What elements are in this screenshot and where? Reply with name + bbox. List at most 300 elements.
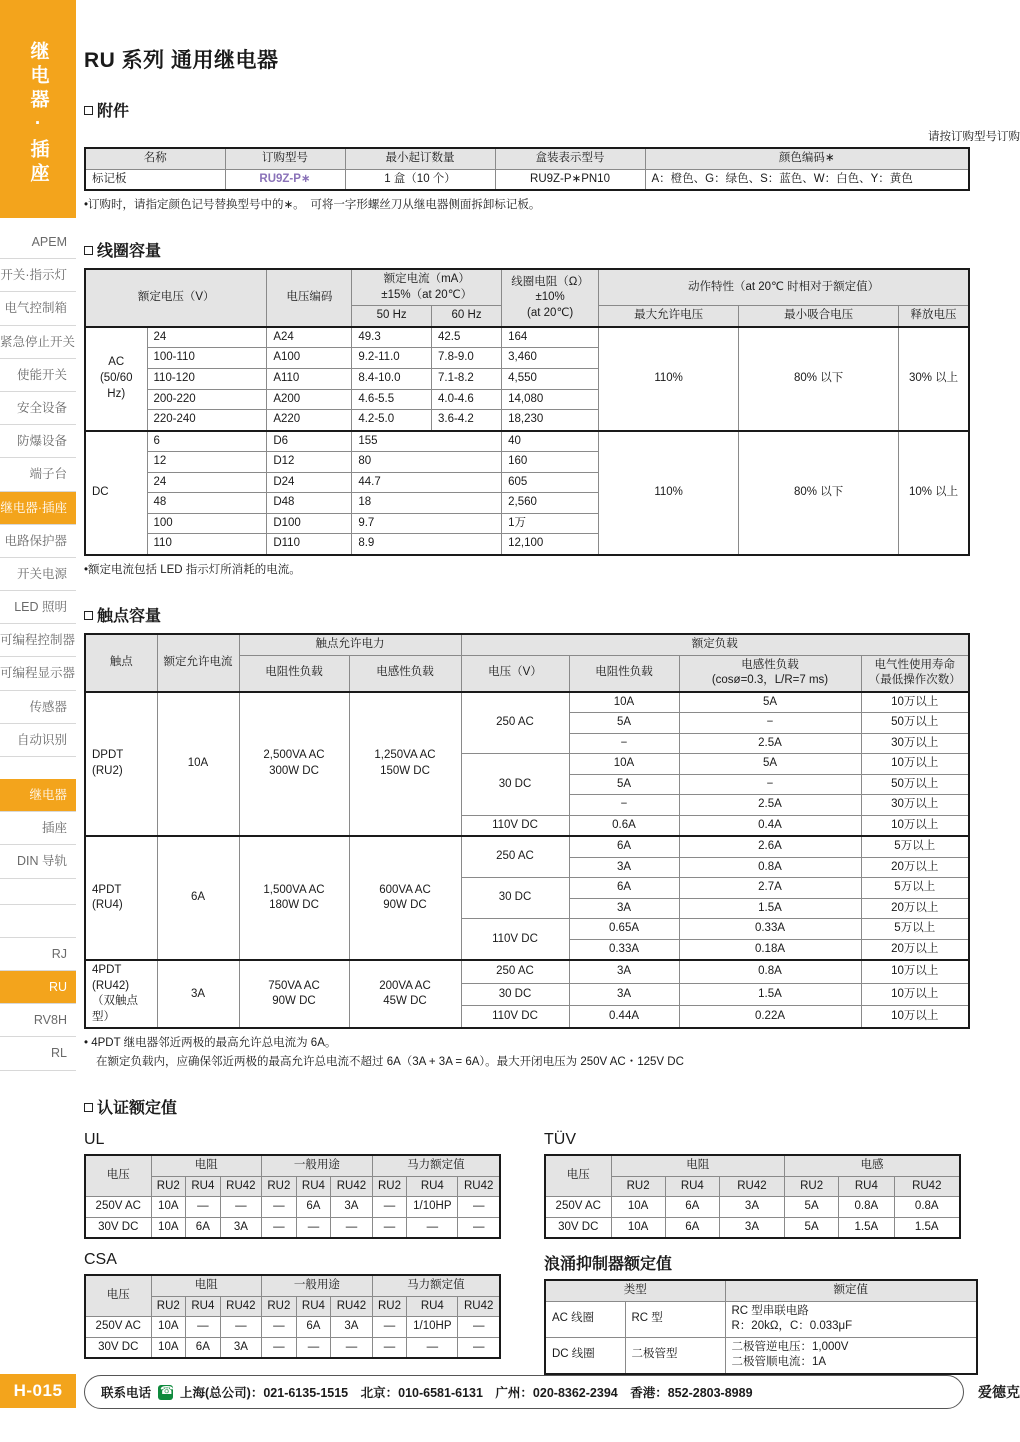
- cell-value: —: [458, 1337, 500, 1358]
- col-rated-current-l2: ±15%（at 20℃）: [381, 288, 473, 301]
- col-ru4-4: RU4: [296, 1176, 331, 1197]
- col-min-qty: 最小起订数量: [345, 148, 495, 169]
- section-heading-accessories-label: 附件: [97, 103, 130, 120]
- cell-resistive-power: [239, 692, 349, 837]
- cell-electrical-life: 50万以上: [861, 713, 969, 734]
- cell-coil: DC 线圈: [545, 1337, 625, 1374]
- col-release-voltage: 释放电压: [899, 306, 969, 327]
- sidebar-item-5[interactable]: 安全设备: [0, 392, 76, 425]
- cell-type: 二极管型: [625, 1337, 725, 1374]
- cell-inductive-power: [349, 836, 461, 960]
- cell-value: 1/10HP: [407, 1317, 458, 1338]
- table-header-row: [85, 1275, 500, 1296]
- cell-value: 0.8A: [839, 1197, 894, 1218]
- cell-load-inductive: 0.4A: [679, 815, 861, 836]
- cell-value: —: [458, 1197, 500, 1218]
- cell-min-qty: 1 盒（10 个）: [345, 169, 495, 190]
- cell-value: 6A: [186, 1337, 221, 1358]
- cell-current: 44.7: [352, 472, 502, 493]
- cell-voltage: 220-240: [147, 410, 267, 431]
- cell-value: —: [331, 1217, 372, 1238]
- cert-title-tuv: TÜV: [544, 1131, 576, 1149]
- cell-value: —: [262, 1317, 297, 1338]
- cell-electrical-life: 30万以上: [861, 733, 969, 754]
- sidebar-subitem-0[interactable]: 继电器: [0, 779, 76, 812]
- cell-electrical-life: 5万以上: [861, 836, 969, 857]
- cell-load-resistive: 0.33A: [569, 939, 679, 960]
- col-general: 一般用途: [262, 1155, 373, 1176]
- tuv-table: [544, 1154, 961, 1239]
- ind-power-l1: 1,250VA AC: [374, 749, 436, 762]
- cell-electrical-life: 10万以上: [861, 1005, 969, 1028]
- cell-resistance: 14,080: [502, 389, 599, 410]
- cell-load-inductive: 5A: [679, 754, 861, 775]
- col-motor: 马力额定值: [372, 1155, 500, 1176]
- cell-electrical-life: 10万以上: [861, 983, 969, 1005]
- section-heading-coil: [84, 238, 1020, 261]
- sidebar-nav-list: [0, 226, 76, 757]
- cell-voltage: 110V DC: [461, 815, 569, 836]
- cell-load-resistive: −: [569, 733, 679, 754]
- section-heading-contact-label: 触点容量: [97, 608, 162, 626]
- brand-name: 爱德克: [978, 1384, 1020, 1400]
- cert-title-ul: UL: [84, 1131, 105, 1149]
- cert-title-surge: 浪涌抑制器额定值: [544, 1256, 673, 1274]
- sidebar-item-9[interactable]: 电路保护器: [0, 525, 76, 558]
- cell-load-inductive: 5A: [679, 692, 861, 713]
- col-inductive: 电感: [784, 1155, 960, 1176]
- cell-60hz: 4.0-4.6: [432, 389, 502, 410]
- surge-row: [545, 1301, 977, 1337]
- cell-value: 1.5A: [839, 1217, 894, 1238]
- table-row: [85, 169, 969, 190]
- cell-load-resistive: 3A: [569, 960, 679, 983]
- cell-load-resistive: 0.65A: [569, 919, 679, 940]
- cell-value: 6A: [296, 1197, 331, 1218]
- col-ru2-3: RU2: [784, 1176, 838, 1197]
- contact-label: 联系电话: [101, 1386, 152, 1400]
- cell-resistance: 2,560: [502, 493, 599, 514]
- surge-table: [544, 1279, 978, 1375]
- col-load-inductive-l2: (cosø=0.3，L/R=7 ms): [711, 674, 829, 687]
- col-ru4-4: RU4: [296, 1296, 331, 1317]
- sidebar-subitem-2[interactable]: DIN 导轨: [0, 845, 76, 878]
- cell-voltage: 100: [147, 513, 267, 534]
- type-l1: 4PDT: [92, 883, 122, 896]
- cell-voltage: 30 DC: [461, 754, 569, 816]
- col-pickup-voltage: 最小吸合电压: [739, 306, 899, 327]
- table-header-row: [85, 148, 969, 169]
- cell-value: 5A: [784, 1217, 838, 1238]
- col-voltage: 电压: [545, 1155, 611, 1197]
- sidebar-series-item-2[interactable]: RV8H: [0, 1004, 76, 1037]
- csa-rows: [85, 1317, 500, 1359]
- surge-rows: [545, 1301, 977, 1374]
- col-ru4-1: RU4: [186, 1296, 221, 1317]
- table-row: [545, 1217, 960, 1238]
- contact-capacity-table: [84, 633, 970, 1029]
- cell-box-model: RU9Z-P∗PN10: [495, 169, 645, 190]
- col-ru2-0: RU2: [151, 1176, 186, 1197]
- cell-voltage: 110-120: [147, 369, 267, 390]
- cell-dc-release-voltage: 10% 以上: [899, 431, 969, 555]
- col-ru42-5: RU42: [894, 1176, 960, 1197]
- col-life-l1: 电气性使用寿命: [874, 658, 955, 671]
- section-heading-cert-label: 认证额定值: [97, 1100, 178, 1118]
- cell-resistance: 1万: [502, 513, 599, 534]
- contact-row: [85, 836, 969, 857]
- sidebar-item-14[interactable]: 传感器: [0, 691, 76, 724]
- cell-voltage: 250 AC: [461, 960, 569, 983]
- sidebar-item-7[interactable]: 端子台: [0, 458, 76, 491]
- col-ru2-0: RU2: [151, 1296, 186, 1317]
- section-heading-cert: [84, 1095, 1020, 1118]
- cell-value: —: [372, 1197, 407, 1218]
- cell-code: D24: [267, 472, 352, 493]
- cell-rated-current: 10A: [157, 692, 239, 837]
- res-power-l2: 300W DC: [269, 764, 319, 777]
- cell-value: —: [407, 1217, 458, 1238]
- cell-load-resistive: 0.44A: [569, 1005, 679, 1028]
- col-resistive-power: 电阻性负载: [239, 655, 349, 692]
- cell-load-resistive: 10A: [569, 692, 679, 713]
- col-max-voltage: 最大允许电压: [599, 306, 739, 327]
- table-row: [85, 1217, 500, 1238]
- cell-code: D48: [267, 493, 352, 514]
- cell-voltage: 30 DC: [461, 878, 569, 919]
- cell-load-inductive: 0.33A: [679, 919, 861, 940]
- cell-load-inductive: 2.6A: [679, 836, 861, 857]
- col-motor: 马力额定值: [372, 1275, 500, 1296]
- square-bullet-icon: [84, 611, 93, 620]
- cell-value: —: [262, 1217, 297, 1238]
- cell-resistance: 12,100: [502, 534, 599, 555]
- cell-resistance: 3,460: [502, 348, 599, 369]
- col-ru2-0: RU2: [611, 1176, 665, 1197]
- accessories-table: [84, 147, 970, 191]
- rating-l2: R：20kΩ，C：0.033μF: [731, 1320, 853, 1333]
- cell-voltage: 12: [147, 452, 267, 473]
- sidebar-sub-list: [0, 779, 76, 879]
- cell-value: —: [296, 1337, 331, 1358]
- col-allow-power: 触点允许电力: [239, 634, 461, 655]
- col-resistive: 电阻: [611, 1155, 784, 1176]
- col-ru42-2: RU42: [719, 1176, 784, 1197]
- cell-value: 3A: [220, 1337, 261, 1358]
- ac-label-l2: (50/60 Hz): [99, 372, 133, 400]
- col-load-inductive: [679, 655, 861, 692]
- cell-electrical-life: 50万以上: [861, 774, 969, 795]
- sidebar-spacer-3: [0, 905, 76, 938]
- cell-60hz: 42.5: [432, 327, 502, 348]
- coil-dc-rows: [85, 431, 969, 555]
- cell-voltage: 250V AC: [85, 1197, 151, 1218]
- cell-coil: AC 线圈: [545, 1301, 625, 1337]
- cell-voltage: 110V DC: [461, 1005, 569, 1028]
- cell-value: 6A: [296, 1317, 331, 1338]
- rating-l1: 二极管逆电压：1,000V: [731, 1340, 849, 1353]
- cell-color-code: A：橙色、G：绿色、S：蓝色、W：白色、Y：黄色: [645, 169, 969, 190]
- col-coil-resistance: [502, 269, 599, 327]
- cell-value: —: [372, 1217, 407, 1238]
- col-ru2-3: RU2: [262, 1296, 297, 1317]
- cell-load-inductive: −: [679, 713, 861, 734]
- cert-row-1: [84, 1125, 1020, 1239]
- cell-code: D110: [267, 534, 352, 555]
- cell-value: —: [186, 1197, 221, 1218]
- cell-code: D100: [267, 513, 352, 534]
- col-contact: 触点: [85, 634, 157, 692]
- cell-value: 3A: [331, 1317, 372, 1338]
- page-number-badge: H-015: [0, 1374, 76, 1408]
- cell-load-resistive: 3A: [569, 983, 679, 1005]
- sidebar-item-0[interactable]: APEM: [0, 226, 76, 259]
- footer: [84, 1374, 1020, 1410]
- cell-electrical-life: 30万以上: [861, 795, 969, 816]
- cell-value: —: [296, 1217, 331, 1238]
- cert-title-csa: CSA: [84, 1251, 117, 1269]
- section-heading-accessories: [84, 98, 1020, 121]
- cell-voltage: 250V AC: [85, 1317, 151, 1338]
- col-name: 名称: [85, 148, 225, 169]
- col-type: 类型: [545, 1280, 725, 1301]
- res-power-l1: 750VA AC: [268, 979, 320, 992]
- cell-dc-max-voltage: 110%: [599, 431, 739, 555]
- col-coil-res-l1: 线圈电阻（Ω）: [511, 275, 589, 288]
- cell-value: 10A: [151, 1337, 186, 1358]
- cell-contact-type: [85, 692, 157, 837]
- cell-voltage: 30V DC: [85, 1337, 151, 1358]
- cell-electrical-life: 10万以上: [861, 754, 969, 775]
- cell-load-inductive: 1.5A: [679, 983, 861, 1005]
- cell-value: —: [262, 1337, 297, 1358]
- col-ru4-7: RU4: [407, 1176, 458, 1197]
- cell-value: —: [372, 1337, 407, 1358]
- cell-rated-current: 3A: [157, 960, 239, 1028]
- cell-value: 0.8A: [894, 1197, 960, 1218]
- cell-50hz: 49.3: [352, 327, 432, 348]
- cell-electrical-life: 10万以上: [861, 692, 969, 713]
- cell-inductive-power: [349, 692, 461, 837]
- cell-electrical-life: 5万以上: [861, 878, 969, 899]
- cell-value: 3A: [719, 1217, 784, 1238]
- type-l2: (RU4): [92, 899, 123, 912]
- col-box-model: 盒装表示型号: [495, 148, 645, 169]
- sidebar-series-item-1[interactable]: RU: [0, 971, 76, 1004]
- cell-load-resistive: 3A: [569, 898, 679, 919]
- cell-value: 10A: [611, 1217, 665, 1238]
- sidebar-item-13[interactable]: 可编程显示器: [0, 657, 76, 690]
- col-ru2-6: RU2: [372, 1176, 407, 1197]
- sidebar-item-6[interactable]: 防爆设备: [0, 425, 76, 458]
- cell-current: 155: [352, 431, 502, 452]
- cert-row-2: [84, 1245, 1020, 1375]
- sidebar-item-1[interactable]: 开关·指示灯: [0, 259, 76, 292]
- cell-order-model: RU9Z-P∗: [225, 169, 345, 190]
- ul-rows: [85, 1197, 500, 1239]
- cell-resistance: 605: [502, 472, 599, 493]
- table-header-row: [85, 1155, 500, 1176]
- col-ru4-4: RU4: [839, 1176, 894, 1197]
- col-rating: 额定值: [725, 1280, 977, 1301]
- res-power-l2: 180W DC: [269, 899, 319, 912]
- cell-name: 标记板: [85, 169, 225, 190]
- contact-note: [84, 1034, 1020, 1071]
- cell-electrical-life: 5万以上: [861, 919, 969, 940]
- cell-load-inductive: −: [679, 774, 861, 795]
- col-ru42-5: RU42: [331, 1296, 372, 1317]
- cell-ac-pickup-voltage: 80% 以下: [739, 327, 899, 431]
- ul-table: [84, 1154, 501, 1239]
- res-power-l1: 2,500VA AC: [263, 749, 325, 762]
- table-header-row: [85, 269, 969, 306]
- cell-code: A220: [267, 410, 352, 431]
- cell-50hz: 8.4-10.0: [352, 369, 432, 390]
- table-row: [85, 1337, 500, 1358]
- cell-resistance: 160: [502, 452, 599, 473]
- col-ru42-2: RU42: [220, 1296, 261, 1317]
- cell-resistance: 164: [502, 327, 599, 348]
- sidebar-item-4[interactable]: 使能开关: [0, 359, 76, 392]
- col-rated-current: [352, 269, 502, 306]
- section-heading-coil-label: 线圈容量: [97, 243, 162, 261]
- table-row: [85, 1197, 500, 1218]
- sidebar-item-8[interactable]: 继电器·插座: [0, 492, 76, 525]
- sidebar-series-item-3[interactable]: RL: [0, 1037, 76, 1070]
- cell-value: 5A: [784, 1197, 838, 1218]
- cell-value: —: [220, 1317, 261, 1338]
- coil-dc-row: [85, 431, 969, 452]
- cell-ac-label: [85, 327, 147, 431]
- cell-value: —: [262, 1197, 297, 1218]
- col-general: 一般用途: [262, 1275, 373, 1296]
- col-ru4-7: RU4: [407, 1296, 458, 1317]
- cell-60hz: 3.6-4.2: [432, 410, 502, 431]
- rating-l1: RC 型串联电路: [731, 1304, 809, 1317]
- col-rated-allow-current: 额定允许电流: [157, 634, 239, 692]
- cell-load-resistive: 5A: [569, 774, 679, 795]
- cell-value: 6A: [665, 1197, 719, 1218]
- rating-l2: 二极管顺电流：1A: [731, 1356, 827, 1369]
- col-coil-res-l2: ±10%: [535, 291, 565, 304]
- cell-voltage: 30V DC: [85, 1217, 151, 1238]
- cell-value: 3A: [719, 1197, 784, 1218]
- type-l3: （双触点型）: [92, 995, 138, 1023]
- col-resistive: 电阻: [151, 1155, 262, 1176]
- col-voltage-code: 电压编码: [267, 269, 352, 327]
- cell-resistance: 18,230: [502, 410, 599, 431]
- cell-value: —: [331, 1337, 372, 1358]
- contact-note-l2: 在额定负载内，应确保邻近两极的最高允许总电流不超过 6A（3A + 3A = 6A）。最大开闭电压为 250V AC・125V DC: [96, 1055, 684, 1068]
- cell-voltage: 6: [147, 431, 267, 452]
- cell-rating: [725, 1301, 977, 1337]
- sidebar-item-2[interactable]: 电气控制箱: [0, 292, 76, 325]
- cell-value: —: [458, 1217, 500, 1238]
- col-inductive-power: 电感性负载: [349, 655, 461, 692]
- col-order-model: 订购型号: [225, 148, 345, 169]
- cell-load-inductive: 2.7A: [679, 878, 861, 899]
- cell-load-inductive: 0.8A: [679, 960, 861, 983]
- contact-row: [85, 960, 969, 983]
- cell-inductive-power: [349, 960, 461, 1028]
- cell-value: 6A: [665, 1217, 719, 1238]
- section-heading-contact: [84, 603, 1020, 626]
- coil-note: •额定电流包括 LED 指示灯所消耗的电流。: [84, 563, 301, 576]
- cell-voltage: 48: [147, 493, 267, 514]
- cell-value: 10A: [151, 1317, 186, 1338]
- cell-voltage: 250 AC: [461, 836, 569, 878]
- cell-voltage: 250V AC: [545, 1197, 611, 1218]
- col-resistive: 电阻: [151, 1275, 262, 1296]
- col-color-code: 颜色编码∗: [645, 148, 969, 169]
- cell-ac-max-voltage: 110%: [599, 327, 739, 431]
- col-ru4-1: RU4: [186, 1176, 221, 1197]
- sidebar-item-15[interactable]: 自动识别: [0, 724, 76, 757]
- cell-value: 1/10HP: [407, 1197, 458, 1218]
- ind-power-l2: 45W DC: [383, 995, 427, 1008]
- cell-value: 6A: [186, 1217, 221, 1238]
- cell-value: 3A: [331, 1197, 372, 1218]
- res-power-l2: 90W DC: [272, 995, 316, 1008]
- col-ru2-3: RU2: [262, 1176, 297, 1197]
- cell-code: D6: [267, 431, 352, 452]
- cell-50hz: 9.2-11.0: [352, 348, 432, 369]
- res-power-l1: 1,500VA AC: [263, 883, 325, 896]
- table-header-row: [545, 1155, 960, 1176]
- cell-value: 10A: [611, 1197, 665, 1218]
- cell-type: RC 型: [625, 1301, 725, 1337]
- cell-voltage: 24: [147, 472, 267, 493]
- phone-icon: [158, 1385, 173, 1400]
- contact-rows: [85, 692, 969, 1029]
- accessories-order-note: 请按订购型号订购: [928, 131, 1020, 143]
- cell-voltage: 30 DC: [461, 983, 569, 1005]
- cell-electrical-life: 20万以上: [861, 939, 969, 960]
- page-title: RU 系列 通用继电器: [84, 49, 279, 72]
- sidebar-item-3[interactable]: 紧急停止开关: [0, 326, 76, 359]
- ind-power-l1: 600VA AC: [379, 883, 431, 896]
- col-life-l2: （最低操作次数）: [868, 674, 961, 687]
- cell-60hz: 7.8-9.0: [432, 348, 502, 369]
- sidebar-item-10[interactable]: 开关电源: [0, 558, 76, 591]
- cell-dc-pickup-voltage: 80% 以下: [739, 431, 899, 555]
- type-l2: (RU42): [92, 979, 130, 992]
- cell-50hz: 4.2-5.0: [352, 410, 432, 431]
- cell-load-inductive: 0.8A: [679, 857, 861, 878]
- col-50hz: 50 Hz: [352, 306, 432, 327]
- cell-resistive-power: [239, 836, 349, 960]
- cell-load-inductive: 1.5A: [679, 898, 861, 919]
- ind-power-l2: 150W DC: [380, 764, 430, 777]
- cell-value: —: [372, 1317, 407, 1338]
- sidebar: [0, 0, 76, 1442]
- col-rated-current-l1: 额定电流（mA）: [383, 273, 470, 286]
- coil-ac-row: [85, 327, 969, 348]
- sidebar-subitem-1[interactable]: 插座: [0, 812, 76, 845]
- contact-row: [85, 692, 969, 713]
- square-bullet-icon: [84, 106, 93, 115]
- col-rated-voltage: 额定电压（V）: [85, 269, 267, 327]
- col-ru4-1: RU4: [665, 1176, 719, 1197]
- csa-table: [84, 1274, 501, 1359]
- sidebar-series-item-0[interactable]: RJ: [0, 938, 76, 971]
- cell-voltage: 100-110: [147, 348, 267, 369]
- col-voltage: 电压（V）: [461, 655, 569, 692]
- col-ru42-2: RU42: [220, 1176, 261, 1197]
- sidebar-item-11[interactable]: LED 照明: [0, 591, 76, 624]
- cell-value: —: [220, 1197, 261, 1218]
- sidebar-item-12[interactable]: 可编程控制器: [0, 624, 76, 657]
